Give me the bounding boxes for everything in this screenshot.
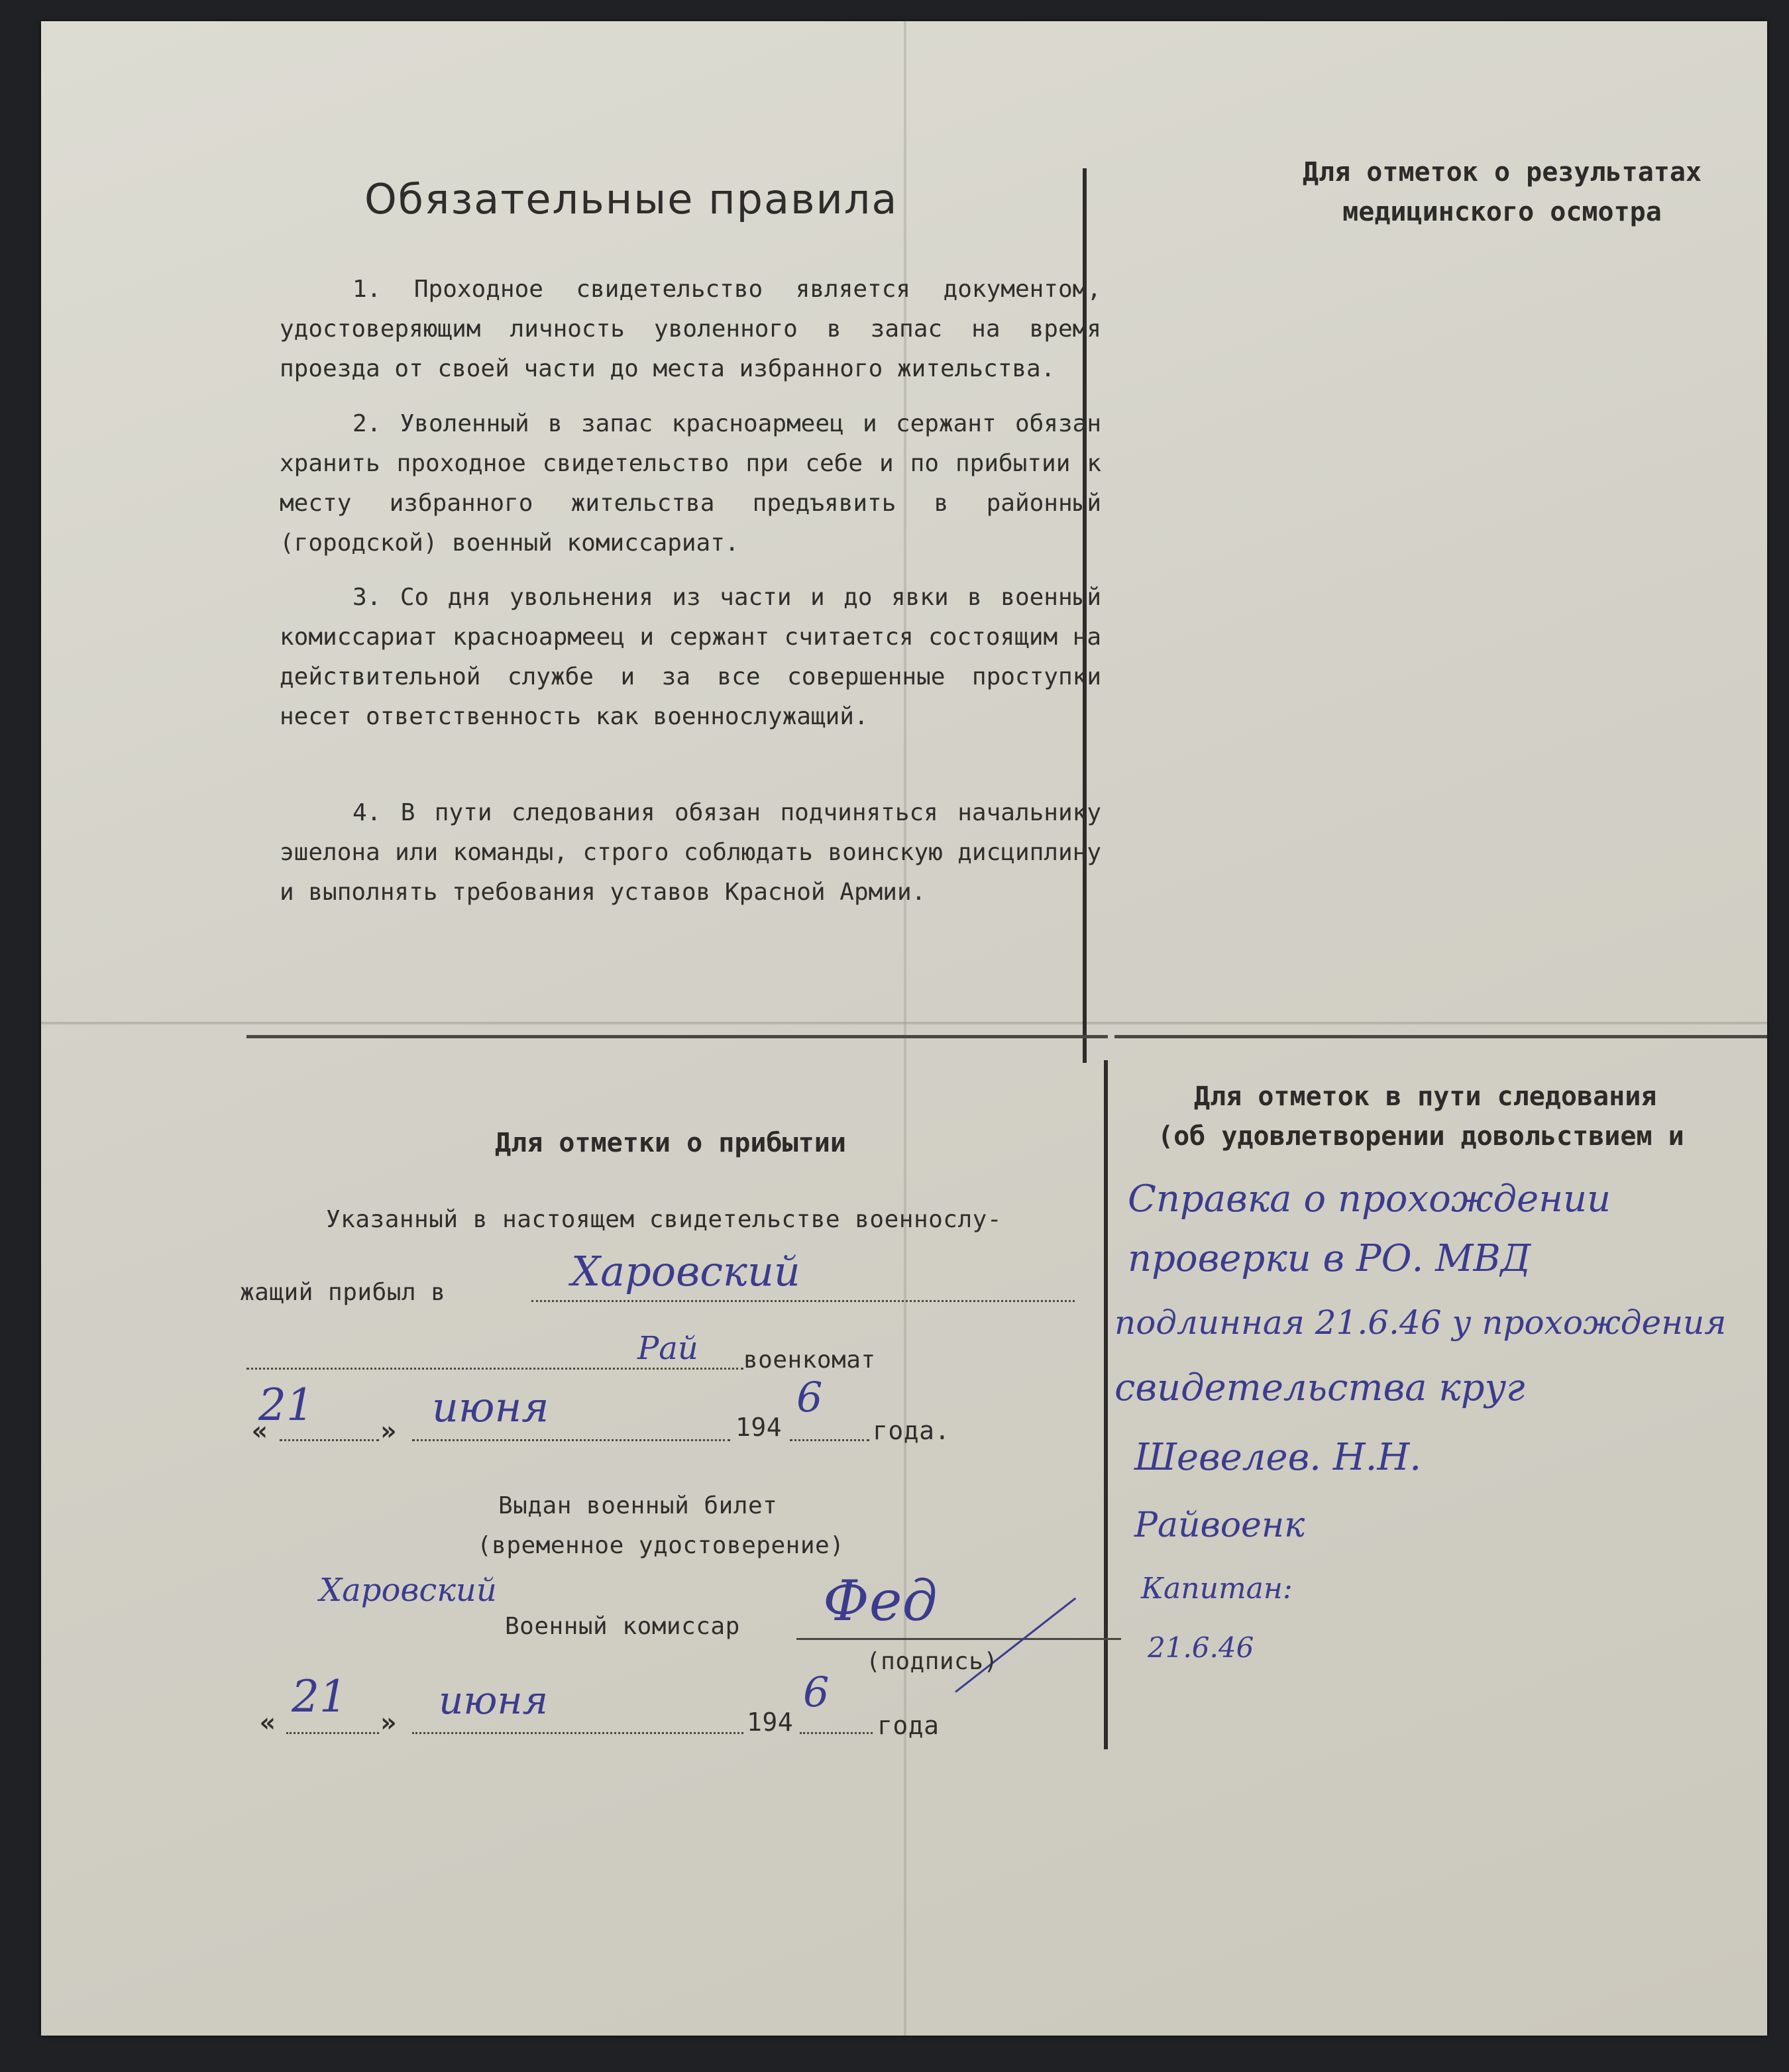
date2-suffix: года [877, 1711, 940, 1740]
arrival-header: Для отметки о прибытии [495, 1128, 846, 1158]
route-note-line5: Шевелев. Н.Н. [1134, 1436, 1422, 1479]
date2-close-quote: » [380, 1708, 397, 1738]
signature-handwritten: Фед [823, 1568, 938, 1633]
document-page [41, 21, 1767, 2036]
arrival-district-handwritten: Рай [637, 1330, 698, 1367]
date1-year-field [790, 1439, 869, 1441]
rule-item-2: 2. Уволенный в запас красноармеец и сержант обязан хранить проходное свидетельство при себе и по прибытии к месту избранного жительства предъявить в районный (городской) военный комиссариат. [280, 410, 1101, 557]
date2-open-quote: « [260, 1708, 276, 1738]
route-header-line1: Для отметок в пути следования [1194, 1081, 1657, 1112]
date1-suffix: года. [873, 1416, 950, 1445]
arrival-line2-prefix: жащий прибыл в [240, 1279, 446, 1306]
route-note-line2: проверки в РО. МВД [1128, 1237, 1531, 1280]
route-note-line7: Капитан: [1141, 1572, 1293, 1606]
section-divider-right [1114, 1035, 1767, 1038]
arrival-line1: Указанный в настоящем свидетельстве военнослу- [326, 1206, 1002, 1233]
section-divider-left [246, 1035, 1108, 1038]
signature-line [796, 1638, 1121, 1640]
route-note-line6: Райвоенк [1134, 1505, 1305, 1545]
issued-handwritten: Харовский [319, 1572, 497, 1609]
date1-year-prefix: 194 [735, 1413, 783, 1442]
column-divider-lower [1104, 1060, 1108, 1749]
date1-day: 21 [258, 1380, 314, 1431]
rule-item-4: 4. В пути следования обязан подчиняться начальнику эшелона или команды, строго соблюдать воинскую дисциплину и выполнять требования уставов Красной Армии. [280, 799, 1101, 906]
route-note-line8: 21.6.46 [1148, 1631, 1254, 1664]
route-note-line3: подлинная 21.6.46 у прохождения [1114, 1303, 1727, 1342]
rules-title: Обязательные правила [364, 175, 898, 223]
route-note-line4: свидетельства круг [1114, 1366, 1525, 1409]
route-note-line1: Справка о прохождении [1128, 1177, 1611, 1221]
date2-month: июня [439, 1678, 549, 1723]
arrival-place-field [531, 1300, 1075, 1302]
rule-item-3: 3. Со дня увольнения из части и до явки в военный комиссариат красноармеец и сержант считается состоящим на действительной службе и за все совершенные проступки несет ответственность как военнослужащий. [280, 584, 1101, 730]
date1-day-field [280, 1439, 379, 1441]
rule-item-1: 1. Проходное свидетельство является документом, удостоверяющим личность уволенного в запас на время проезда от своей части до места избранного жительства. [280, 276, 1101, 382]
issued-line1: Выдан военный билет [498, 1492, 778, 1519]
medical-header-line1: Для отметок о результатах [1302, 157, 1702, 188]
date1-close-quote: » [380, 1416, 397, 1446]
date1-year-hand: 6 [796, 1373, 823, 1421]
route-header-line2: (об удовлетворении довольствием и [1158, 1121, 1684, 1152]
date1-open-quote: « [252, 1416, 268, 1446]
commissar-label: Военный комиссар [505, 1613, 740, 1640]
arrival-district-field [246, 1368, 743, 1370]
signature-label: (подпись) [866, 1648, 999, 1675]
medical-header-line2: медицинского осмотра [1342, 197, 1662, 227]
date2-day-field [286, 1732, 379, 1734]
date1-month: июня [432, 1383, 549, 1431]
signature-stroke [955, 1598, 1076, 1693]
date1-month-field [412, 1439, 730, 1441]
arrival-place-handwritten: Харовский [571, 1247, 800, 1295]
issued-line2: (временное удостоверение) [477, 1532, 845, 1559]
arrival-line3-suffix: военкомат [743, 1346, 876, 1374]
date2-month-field [412, 1732, 743, 1734]
date2-year-prefix: 194 [747, 1708, 794, 1737]
date2-year-field [800, 1732, 873, 1734]
date2-day: 21 [292, 1671, 347, 1722]
date2-year-hand: 6 [803, 1668, 830, 1716]
